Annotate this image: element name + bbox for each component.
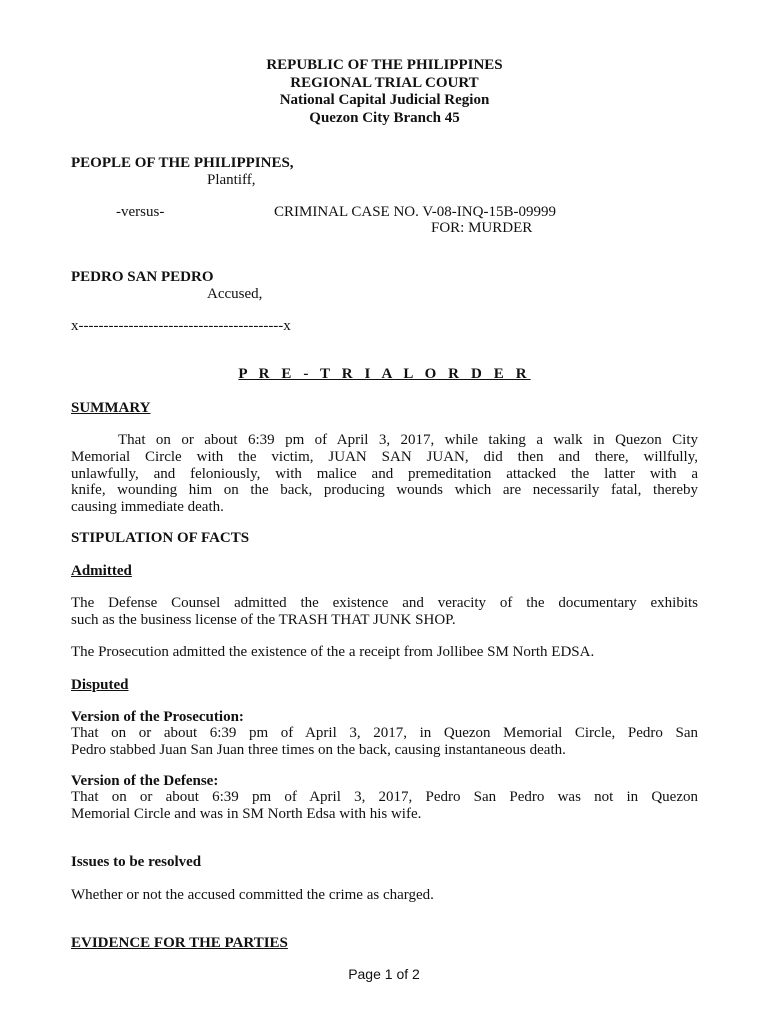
defense-version-text bbox=[71, 789, 698, 823]
stipulation-heading: STIPULATION OF FACTS bbox=[71, 530, 250, 546]
admitted-line: such as the business license of the TRASH THAT JUNK SHOP. bbox=[71, 611, 456, 628]
defense-line: That on or about 6:39 pm of April 3, 2017, Pedro San Pedro was not in Quezon bbox=[71, 789, 698, 805]
versus-label: -versus- bbox=[116, 204, 165, 220]
header-region: National Capital Judicial Region bbox=[279, 92, 490, 108]
header-branch: Quezon City Branch 45 bbox=[309, 109, 460, 126]
admitted-line: The Defense Counsel admitted the existence and veracity of the documentary exhibits bbox=[71, 595, 698, 611]
document-title-text: P R E - T R I A L O R D E R bbox=[238, 366, 531, 382]
evidence-heading: EVIDENCE FOR THE PARTIES bbox=[71, 935, 288, 951]
prosecution-version-heading: Version of the Prosecution: bbox=[71, 709, 244, 725]
summary-line: knife, wounding him on the back, producing wounds which are necessarily fatal, thereby bbox=[71, 482, 698, 499]
defense-line: Memorial Circle and was in SM North Edsa with his wife. bbox=[71, 805, 422, 822]
accused-role: Accused, bbox=[207, 286, 263, 302]
admitted-paragraph-1 bbox=[71, 595, 698, 629]
case-number: CRIMINAL CASE NO. V-08-INQ-15B-09999 bbox=[274, 204, 556, 220]
page-number: Page 1 of 2 bbox=[348, 966, 420, 982]
summary-paragraph bbox=[71, 432, 698, 516]
caption-separator: x-----------------------------------------x bbox=[71, 318, 291, 334]
issues-heading: Issues to be resolved bbox=[71, 854, 202, 870]
header-court: REGIONAL TRIAL COURT bbox=[290, 74, 479, 91]
admitted-paragraph-2: The Prosecution admitted the existence of the a receipt from Jollibee SM North EDSA. bbox=[71, 644, 595, 660]
case-charge: FOR: MURDER bbox=[431, 220, 533, 236]
summary-line: unlawfully, and feloniously, with malice and premeditation attacked the latter with a bbox=[71, 465, 698, 482]
document-title bbox=[71, 366, 698, 383]
disputed-heading: Disputed bbox=[71, 677, 129, 693]
accused-name: PEDRO SAN PEDRO bbox=[71, 269, 214, 285]
issues-text: Whether or not the accused committed the crime as charged. bbox=[71, 887, 434, 903]
admitted-heading: Admitted bbox=[71, 563, 132, 579]
prosecution-line: That on or about 6:39 pm of April 3, 2017, in Quezon Memorial Circle, Pedro San bbox=[71, 725, 698, 741]
prosecution-version-text bbox=[71, 725, 698, 759]
prosecution-line: Pedro stabbed Juan San Juan three times on the back, causing instantaneous death. bbox=[71, 741, 566, 758]
defense-version-heading: Version of the Defense: bbox=[71, 773, 219, 789]
summary-line: causing immediate death. bbox=[71, 499, 224, 516]
summary-line: That on or about 6:39 pm of April 3, 2017, while taking a walk in Quezon City bbox=[118, 432, 698, 448]
header-republic: REPUBLIC OF THE PHILIPPINES bbox=[266, 57, 503, 73]
court-header bbox=[71, 57, 698, 127]
plaintiff-name: PEOPLE OF THE PHILIPPINES, bbox=[71, 155, 294, 171]
plaintiff-role: Plantiff, bbox=[207, 172, 256, 188]
summary-heading: SUMMARY bbox=[71, 400, 151, 416]
summary-line: Memorial Circle with the victim, JUAN SAN JUAN, did then and there, willfully, bbox=[71, 448, 698, 465]
